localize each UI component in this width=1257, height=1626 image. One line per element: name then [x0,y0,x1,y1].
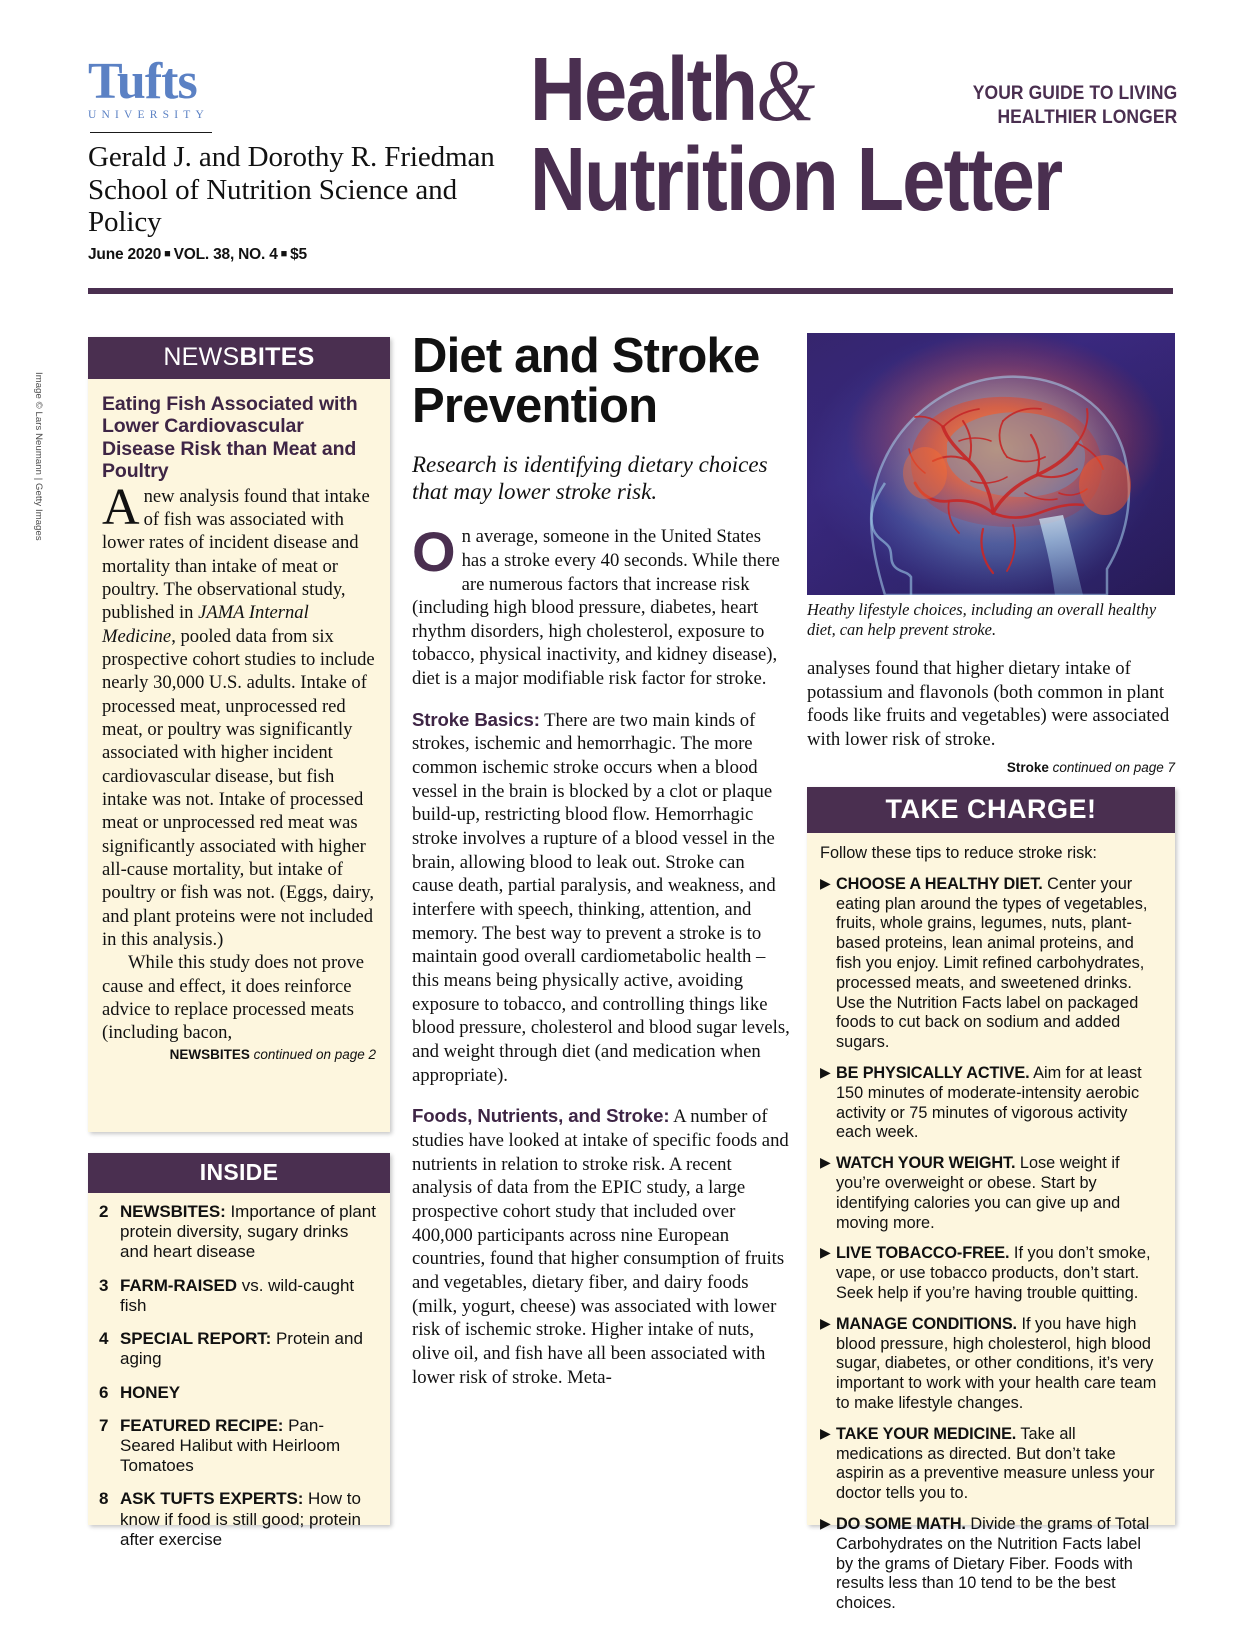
take-charge-body [807,833,1175,1626]
arrow-bullet-icon: ▶ [820,874,831,891]
tip-detail: Lose weight if you’re overweight or obese. Start by identifying calories you can give up and moving more. [836,1154,1121,1232]
inside-item-detail: Pan-Seared Halibut with Heirloom Tomatoes [120,1415,341,1476]
newsbites-continued-label: NEWSBITES [169,1046,250,1062]
inside-item-text [120,1489,377,1550]
article-section-stroke-basics [412,708,790,1088]
inside-item-text [120,1276,377,1316]
article-lead-paragraph [412,520,790,691]
nameplate-line-2: Nutrition Letter [530,129,1062,230]
arrow-bullet-icon: ▶ [820,1424,831,1441]
take-charge-tip [820,1064,1160,1143]
inside-box [88,1153,390,1549]
tip-text [836,875,1160,1053]
tip-detail: Center your eating plan around the types of vegetables, fruits, whole grains, legumes, nuts, plant-based proteins, lean animal proteins, and fish you enjoy. Limit refined carbohydrates, processed meats, and sweetened drinks. Use the Nutrition Facts label on packaged foods to cut back on sodium and added sugars. [836,874,1148,1052]
inside-header: INSIDE [88,1153,390,1193]
tip-text [836,1315,1160,1414]
tip-lead: BE PHYSICALLY ACTIVE. [836,1063,1030,1082]
take-charge-tip [820,875,1160,1053]
inside-item-lead: ASK TUFTS EXPERTS: [120,1489,304,1509]
newsbites-header [88,337,390,379]
tip-text [836,1515,1160,1614]
inside-list-item[interactable] [99,1276,377,1316]
nameplate-line-1: Health& [530,40,816,140]
tagline-line-2: HEALTHIER LONGER [997,106,1177,128]
issue-volume: VOL. 38, NO. 4 [173,245,278,263]
tip-detail: Aim for at least 150 minutes of moderate-intensity aerobic activity or 75 minutes of vigorous activity each week. [836,1063,1142,1142]
inside-page-number: 6 [99,1382,109,1402]
tip-detail: Divide the grams of Total Carbohydrates on the Nutrition Facts label by the grams of Dietary Fiber. Foods with results less than 10 tend to be the best choices. [836,1514,1150,1613]
newsbites-box [88,337,390,1132]
section-text: There are two main kinds of strokes, ischemic and hemorrhagic. The more common ischemic stroke occurs when a blood vessel in the brain is blocked by a clot or plaque build-up, restricting blood flow. Hemorrhagic stroke involves a rupture of a blood vessel in the brain, allowing blood to leak out. Stroke can cause death, partial paralysis, and weakness, and interfere with speech, thinking, attention, and memory. The best way to prevent a stroke is to maintain good overall cardiometabolic health – this means being physically active, avoiding exposure to tobacco, and controlling things like blood pressure, cholesterol and blood sugar levels, and weight through diet (and medication when appropriate). [412,709,790,1086]
newsbites-header-bold: BITES [239,343,315,371]
school-name: Gerald J. and Dorothy R. Friedman School of Nutrition Science and Policy [88,141,495,239]
inside-item-text [120,1416,377,1477]
dropcap: O [412,520,456,584]
tufts-logo: Tufts [88,53,197,110]
inside-item-detail: How to know if food is still good; protein after exercise [120,1489,361,1549]
tip-detail: If you don’t smoke, vape, or use tobacco products, don’t start. Seek help if you’re having trouble quitting. [836,1244,1151,1302]
inside-page-number: 3 [99,1275,109,1295]
newsbites-paragraph-1-text: new analysis found that intake of fish was associated with lower rates of incident disease and mortality than intake of meat or poultry. The observational study, published in JAMA Internal Medicine, pooled data from six prospective cohort studies to include nearly 30,000 U.S. adults. Intake of processed meat, unprocessed red meat, or poultry was significantly associated with higher incident cardiovascular disease, but fish intake was not. Intake of processed meat or unprocessed red meat was significantly associated with higher all-cause mortality, but intake of poultry or fish was not. (Eggs, dairy, and plant proteins were not included in this analysis.) [102,485,375,950]
newsbites-paragraph-1 [102,478,376,952]
ampersand-glyph: & [756,43,816,140]
arrow-bullet-icon: ▶ [820,1063,831,1080]
arrow-bullet-icon: ▶ [820,1314,831,1331]
article-body [412,520,790,1389]
inside-page-number: 7 [99,1415,109,1435]
take-charge-tip [820,1244,1160,1303]
square-separator-icon: ■ [280,247,288,260]
publisher-block [88,53,508,264]
tip-text [836,1244,1160,1303]
take-charge-tip [820,1315,1160,1414]
nameplate [530,40,1190,230]
inside-item-lead: NEWSBITES: [120,1202,226,1221]
inside-page-number: 4 [99,1329,109,1349]
arrow-bullet-icon: ▶ [820,1244,831,1261]
inside-page-number: 8 [99,1489,109,1509]
article-section-foods-nutrients [412,1104,790,1389]
tip-text [836,1064,1160,1143]
tip-text [836,1425,1160,1504]
tip-lead: DO SOME MATH. [836,1514,966,1533]
arrow-bullet-icon: ▶ [820,1514,831,1531]
article-deck: Research is identifying dietary choices that may lower stroke risk. [412,451,768,505]
article-continued [807,760,1175,775]
newsbites-paragraph-2: While this study does not prove cause and effect, it does reinforce advice to replace processed meats (including bacon, [102,952,365,1044]
arrow-bullet-icon: ▶ [820,1154,831,1171]
section-runin-heading: Foods, Nutrients, and Stroke: [412,1105,670,1127]
brain-vasculature-graphic [807,333,1175,595]
inside-list-item[interactable] [99,1383,377,1403]
issue-date: June 2020 [88,245,162,263]
newsbites-continued-rest: continued on page 2 [249,1046,376,1062]
inside-item-lead: FEATURED RECIPE: [120,1415,284,1435]
tagline [973,82,1177,130]
photo-caption: Heathy lifestyle choices, including an overall healthy diet, can help prevent stroke. [807,600,1157,639]
main-article [412,329,790,1389]
dropcap: A [102,478,140,536]
newsbites-story-title: Eating Fish Associated with Lower Cardiovascular Disease Risk than Meat and Poultry [102,393,358,483]
inside-item-detail: Importance of plant protein diversity, sugary drinks and heart disease [120,1202,376,1262]
inside-item-detail: vs. wild-caught fish [120,1275,355,1315]
newsbites-body [88,379,390,1074]
tip-text [836,1154,1160,1233]
tip-detail: If you have high blood pressure, high cholesterol, high blood sugar, diabetes, or other conditions, it’s very important to work with your health care team to make lifestyle changes. [836,1314,1157,1412]
section-text: A number of studies have looked at intake of specific foods and nutrients in relation to stroke risk. A recent analysis of data from the EPIC study, a large prospective cohort study that included over 400,000 participants across nine European countries, found that higher consumption of fruits and vegetables, dietary fiber, and dairy foods (milk, yogurt, cheese) was associated with lower risk of ischemic stroke. Higher intake of nuts, olive oil, and fish have all been associated with lower risk of stroke. Meta- [412,1106,789,1388]
tip-detail: Take all medications as directed. But don’t take aspirin as a preventive measure unless your doctor tells you to. [836,1424,1155,1503]
inside-item-text [120,1202,377,1263]
take-charge-tip [820,1515,1160,1614]
inside-item-detail: Protein and aging [120,1329,363,1369]
article-continued-rest: continued on page 7 [1048,760,1175,775]
tip-lead: TAKE YOUR MEDICINE. [836,1424,1017,1443]
page-title: Diet and Stroke Prevention [412,329,760,433]
issue-line [88,246,508,264]
tip-lead: LIVE TOBACCO-FREE. [836,1244,1010,1263]
masthead-rule [88,288,1173,294]
take-charge-tip [820,1154,1160,1233]
inside-item-text [120,1383,377,1403]
image-credit: Image © Lars Neumann | Getty Images [33,372,44,541]
tip-lead: WATCH YOUR WEIGHT. [836,1154,1016,1173]
article-right-column-text: analyses found that higher dietary intake of potassium and flavonols (both common in plant foods like fruits and vegetables) were associated with lower risk of stroke. [807,658,1170,750]
take-charge-box [807,787,1175,1613]
tagline-line-1: YOUR GUIDE TO LIVING [972,83,1177,104]
tip-lead: MANAGE CONDITIONS. [836,1314,1017,1333]
section-runin-heading: Stroke Basics: [412,708,540,730]
inside-list-item[interactable] [99,1329,377,1369]
newsbites-story-text [102,478,376,1045]
inside-item-lead: FARM-RAISED [120,1275,237,1295]
take-charge-header: TAKE CHARGE! [807,787,1175,833]
issue-price: $5 [290,245,307,263]
newsbites-header-light: NEWS [163,343,240,371]
inside-item-lead: SPECIAL REPORT: [120,1329,272,1349]
divider [90,132,212,134]
inside-list-item[interactable] [99,1489,377,1550]
article-continued-label: Stroke [1006,760,1049,775]
inside-item-text [120,1329,377,1369]
brain-illustration-image [807,333,1175,595]
square-separator-icon: ■ [164,247,171,260]
inside-list-item[interactable] [99,1202,377,1263]
take-charge-tip [820,1425,1160,1504]
inside-list-item[interactable] [99,1416,377,1477]
inside-page-number: 2 [99,1202,109,1221]
newsbites-continued [102,1047,376,1062]
article-lead-text: n average, someone in the United States has a stroke every 40 seconds. While there are numerous factors that increase risk (including high blood pressure, diabetes, heart rhythm disorders, high cholesterol, exposure to tobacco, physical inactivity, and kidney disease), diet is a major modifiable risk factor for stroke. [412,526,780,690]
inside-item-lead: HONEY [120,1382,180,1402]
journal-name: JAMA Internal Medicine [102,602,309,647]
masthead [0,0,1257,290]
tip-lead: CHOOSE A HEALTHY DIET. [836,874,1043,893]
take-charge-lead: Follow these tips to reduce stroke risk: [820,844,1097,862]
tufts-university-label: UNIVERSITY [88,108,209,121]
inside-list [88,1193,390,1560]
